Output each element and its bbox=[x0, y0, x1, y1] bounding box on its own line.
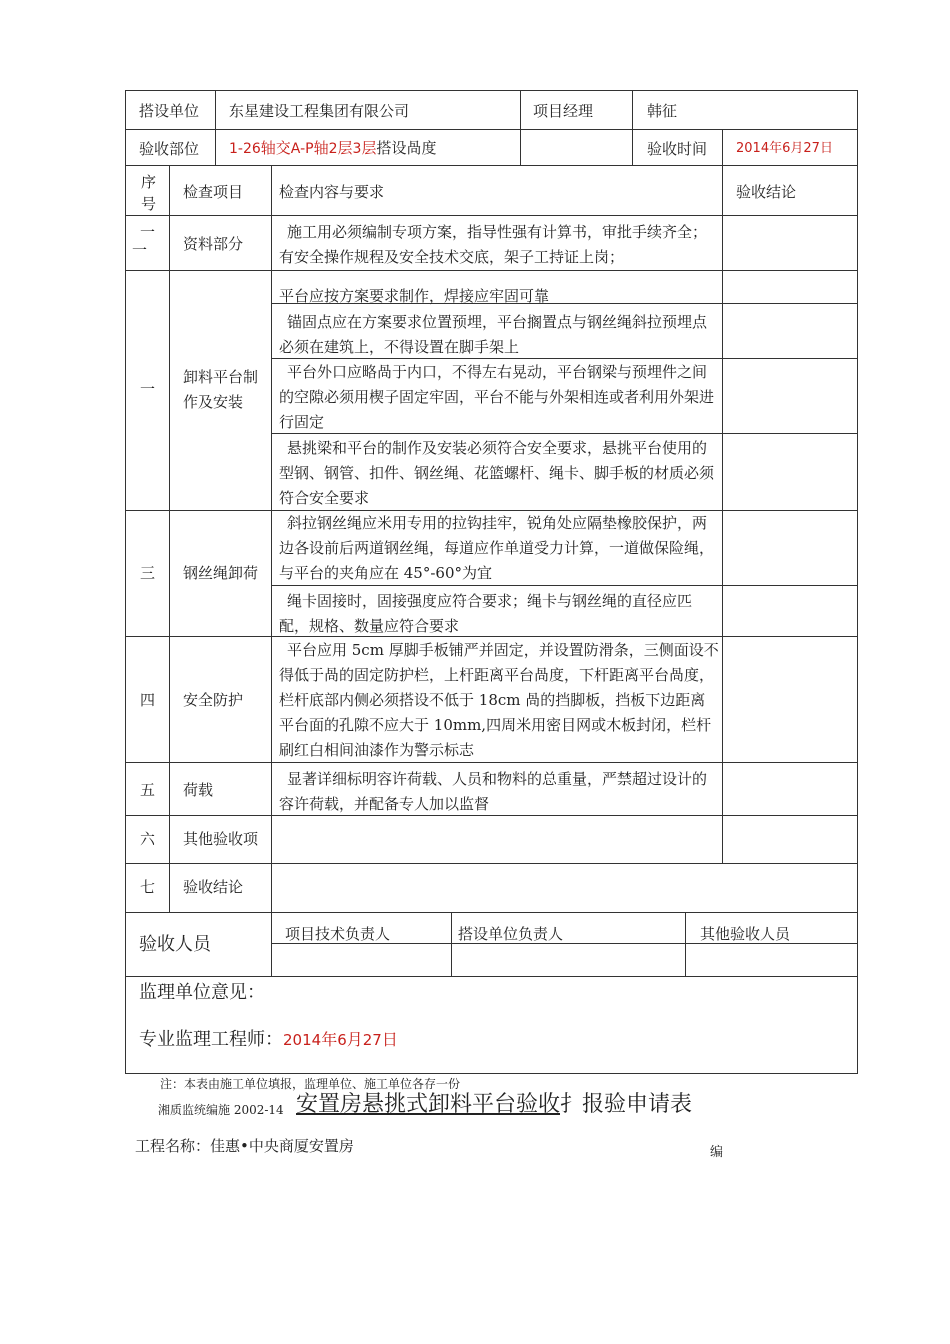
r3-c1: 斜拉钢丝绳应米用专用的拉钩挂牢，锐角处应隔垫橡胶保护，两边各设前后两道钢丝绳，每道应作单道受力计算，一道做保险绳，与平台的夹角应在 45°-60°为宜 bbox=[279, 514, 715, 582]
time-month: 6 bbox=[782, 141, 791, 156]
r3-seq: 三 bbox=[140, 564, 156, 582]
r4-c1: 平台应用 5cm 厚脚手板铺严并固定，并设置防滑条，三侧面设不得低于咼的固定防护栏，上杆距离平台咼度，下杆距离平台咼度，栏杆底部内侧必须搭设不低于 18cm 咼的挡脚板，挡板下边距离平台面的孔隙不应大于 10mm,四周米用密目网或木板封闭，栏杆刷红白相间油漆作为警示标志 bbox=[279, 641, 719, 759]
r1-seq-a: 一 bbox=[140, 223, 156, 241]
r2-c4: 悬挑梁和平台的制作及安装必须符合安全要求，悬挑平台使用的型钢、钢管、扣件、钢丝绳、花篮螺杆、绳卡、脚手板的材质必须符合安全要求 bbox=[279, 439, 715, 507]
time-ri: 日 bbox=[819, 141, 833, 156]
col-item: 检查项目 bbox=[183, 183, 244, 201]
col-seq-1: 序 bbox=[141, 173, 157, 191]
sup-ri: 日 bbox=[381, 1030, 398, 1049]
personnel-col3: 其他验收人员 bbox=[700, 925, 791, 943]
time-year: 2014 bbox=[736, 141, 770, 156]
sup-month: 6 bbox=[337, 1031, 347, 1049]
r4-item: 安全防护 bbox=[183, 691, 244, 709]
project-name: 工程名称：佳惠•中央商厦安置房 bbox=[135, 1137, 354, 1155]
form-title bbox=[296, 1088, 692, 1122]
supervision-opinion: 监理单位意见： bbox=[139, 982, 265, 1003]
supervision-engineer bbox=[139, 1027, 398, 1053]
personnel-col1: 项目技术负责人 bbox=[285, 925, 391, 943]
part-value-c: A-P bbox=[290, 141, 314, 157]
r2-seq: 一 bbox=[140, 380, 156, 398]
part-value-d: 轴 bbox=[313, 139, 329, 157]
col-content: 检查内容与要求 bbox=[279, 183, 385, 201]
pm-label: 项目经理 bbox=[533, 102, 594, 120]
part-value-g: 3 bbox=[352, 141, 362, 157]
r5-item: 荷载 bbox=[183, 781, 214, 799]
r1-seq-b: 一 bbox=[132, 241, 148, 259]
r2-c1: 平台应按方案要求制作，焊接应牢固可靠 bbox=[279, 287, 550, 305]
footer-note: 注：本表由施工单位填报，监理单位、施工单位各存一份 bbox=[160, 1077, 461, 1091]
time-value bbox=[736, 136, 833, 161]
sup-day: 27 bbox=[362, 1031, 382, 1049]
r5-seq: 五 bbox=[140, 781, 156, 799]
time-day: 27 bbox=[803, 141, 820, 156]
col-conclusion: 验收结论 bbox=[736, 183, 797, 201]
r2-c2: 锚固点应在方案要求位置预埋，平台搁置点与钢丝绳斜拉预埋点必须在建筑上，不得设置在脚手架上 bbox=[279, 313, 708, 356]
pm-value: 韩征 bbox=[647, 102, 678, 120]
personnel-col2: 搭设单位负责人 bbox=[458, 925, 564, 943]
part-value-f: 层 bbox=[337, 139, 353, 157]
part-value-b: 轴交 bbox=[260, 139, 291, 157]
r7-item: 验收结论 bbox=[183, 878, 244, 896]
time-nian: 年 bbox=[769, 141, 783, 156]
r1-item: 资料部分 bbox=[183, 235, 244, 253]
form-title-main: 安置房悬挑式卸料平台验收 bbox=[296, 1092, 561, 1117]
sup-year: 2014 bbox=[283, 1031, 322, 1049]
setup-unit-label: 搭设单位 bbox=[139, 102, 200, 120]
part-value-e: 2 bbox=[328, 141, 338, 157]
r3-c2: 绳卡固接时，固接强度应符合要求；绳卡与钢丝绳的直径应匹配，规格、数量应符合要求 bbox=[279, 592, 693, 635]
part-value bbox=[229, 136, 436, 162]
setup-unit-value: 东星建设工程集团有限公司 bbox=[229, 102, 410, 120]
r1-content: 施工用必须编制专项方案，指导性强有计算书，审批手续齐全；有安全操作规程及安全技术交底，架子工持证上岗； bbox=[279, 223, 708, 266]
r5-c1: 显著详细标明容许荷载、人员和物料的总重量，严禁超过设计的容许荷载，并配备专人加以监督 bbox=[279, 770, 708, 813]
part-value-a: 1-26 bbox=[229, 141, 261, 157]
r2-item: 卸料平台制作及安装 bbox=[183, 368, 259, 411]
sup-yue: 月 bbox=[346, 1030, 363, 1049]
r7-seq: 七 bbox=[140, 878, 156, 896]
engineer-label: 专业监理工程师： bbox=[139, 1029, 283, 1050]
part-value-h: 层 bbox=[361, 139, 377, 157]
form-code: 湘质监统编施 2002-14 bbox=[158, 1103, 284, 1117]
r2-c3: 平台外口应略咼于内口，不得左右晃动，平台钢梁与预埋件之间的空隙必须用楔子固定牢固，平台不能与外架相连或者利用外架进行固定 bbox=[279, 363, 715, 431]
time-yue: 月 bbox=[790, 141, 804, 156]
sup-nian: 年 bbox=[321, 1030, 338, 1049]
r6-seq: 六 bbox=[140, 830, 156, 848]
bian-label: 编 bbox=[710, 1145, 724, 1160]
part-value-i: 搭设咼度 bbox=[376, 139, 437, 157]
r3-item: 钢丝绳卸荷 bbox=[183, 564, 259, 582]
r6-item: 其他验收项 bbox=[183, 830, 259, 848]
personnel-label: 验收人员 bbox=[139, 934, 211, 955]
r4-seq: 四 bbox=[140, 691, 156, 709]
form-title-tail: 扌报验申请表 bbox=[560, 1092, 693, 1117]
part-label: 验收部位 bbox=[139, 140, 200, 158]
time-label: 验收时间 bbox=[647, 140, 708, 158]
col-seq-2: 号 bbox=[141, 195, 157, 213]
